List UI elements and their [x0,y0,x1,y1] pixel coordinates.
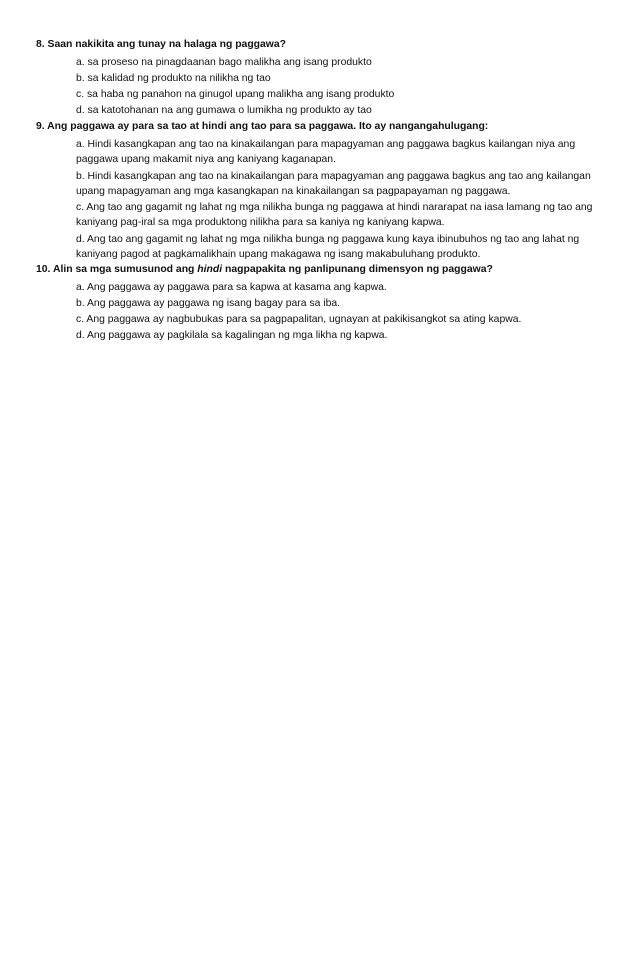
question-8-choice-b: b. sa kalidad ng produkto na nilikha ng tao [76,73,271,84]
question-10-choices [36,280,596,344]
question-10 [36,263,596,344]
question-10-choice-d: d. Ang paggawa ay pagkilala sa kagalingan ng mga likha ng kapwa. [76,330,388,341]
question-10-choice-b: b. Ang paggawa ay paggawa ng isang bagay para sa iba. [76,298,341,309]
question-9-choice-c: c. Ang tao ang gagamit ng lahat ng mga nilikha bunga ng paggawa at hindi nararapat na iasa lamang ng tao ang kaniyang pag-iral sa mga produktong nilikha para sa kaniya ng kaniyang kapwa. [76,202,593,228]
question-8-choice-a: a. sa proseso na pinagdaanan bago malikha ang isang produkto [76,57,372,68]
question-9-choice-a: a. Hindi kasangkapan ang tao na kinakailangan para mapagyaman ang paggawa bagkus kailangan niya ang paggawa upang makamit niya ang kaniyang kaganapan. [76,139,576,165]
question-8-choice-d: d. sa katotohanan na ang gumawa o lumikha ng produkto ay tao [76,105,372,116]
questionnaire [36,38,596,344]
question-10-stem [36,263,596,277]
question-9-stem: 9. Ang paggawa ay para sa tao at hindi ang tao para sa paggawa. Ito ay nangangahulugang: [36,121,489,132]
question-8-stem: 8. Saan nakikita ang tunay na halaga ng paggawa? [36,39,287,50]
question-8-choice-c: c. sa haba ng panahon na ginugol upang malikha ang isang produkto [76,89,395,100]
question-9-choice-d: d. Ang tao ang gagamit ng lahat ng mga nilikha bunga ng paggawa kung kaya ibinubuhos ng tao ang lahat ng kaniyang pagod at pagkamalikhain upang makagawa ng isang makabuluhang produkto. [76,233,580,260]
question-9-choice-b: b. Hindi kasangkapan ang tao na kinakailangan para mapagyaman ang paggawa bagkus ang tao ang kailangan upang mapagyaman ang mga kasangkapan na kinakailangan sa pagpapayaman ng paggawa. [76,170,591,197]
question-9 [36,120,596,262]
question-10-choice-c: c. Ang paggawa ay nagbubukas para sa pagpapalitan, ugnayan at pakikisangkot sa ating kapwa. [76,314,522,325]
question-10-choice-a: a. Ang paggawa ay paggawa para sa kapwa at kasama ang kapwa. [76,282,387,293]
question-8 [36,38,596,119]
question-9-choices [36,137,596,262]
question-10-stem-before: 10. Alin sa mga sumusunod ang [36,264,198,275]
question-10-stem-emphasis: hindi [197,264,223,275]
question-10-stem-after: nagpapakita ng panlipunang dimensyon ng paggawa? [222,264,493,275]
question-8-choices [36,55,596,119]
